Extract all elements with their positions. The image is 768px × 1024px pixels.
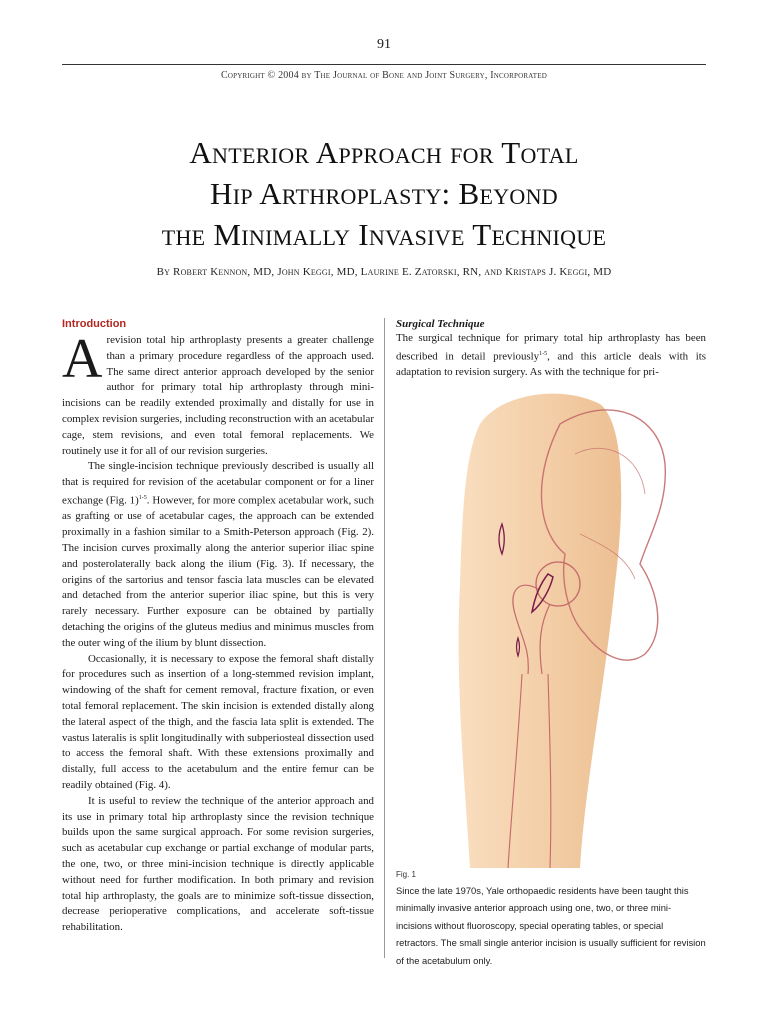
drop-cap: A [62, 328, 103, 390]
figure-label: Fig. 1 [396, 870, 417, 879]
right-column [396, 318, 706, 381]
figure-1-illustration [410, 384, 706, 868]
intro-paragraph-1-text: revision total hip arthroplasty presents a greater challenge than a primary procedure regardless of the approach used. The same direct anterior approach developed by the senior author for primary total hip arthroplasty through mini-incisions can be readily extended proximally and distally for use in complex revision surgeries, including reconstruction with an acetabular cage, stem revisions, and even total femoral replacements. We routinely use it for all of our revision surgeries. [62, 334, 374, 457]
title-line-1: Anterior Approach for Total [189, 135, 579, 170]
surgical-paragraph-1-text-a: The surgical technique for primary total hip arthroplasty has been described in detail previously [396, 332, 706, 363]
intro-paragraph-2-text-a: The single-incision technique previously described is usually all that is required for revision of the acetabular component or for a liner exchange (Fig. 1) [62, 460, 374, 507]
figure-caption: Since the late 1970s, Yale orthopaedic residents have been taught this minimally invasive anterior approach using one, two, or three mini-incisions without fluoroscopy, special operating tables, or special retractors. The small single anterior incision is usually sufficient for revision of the acetabulum only. [396, 885, 706, 966]
reference-superscript: 1-5 [138, 494, 147, 501]
surgical-paragraph-1 [396, 331, 706, 381]
intro-paragraph-2 [62, 459, 374, 651]
intro-paragraph-3: Occasionally, it is necessary to expose the femoral shaft distally for procedures such as insertion of a long-stemmed revision implant, windowing of the shaft for cement removal, fracture fixation, or even total femoral replacement. The skin incision is extended distally along the lateral aspect of the thigh, and the fascia lata split is extended. The vastus lateralis is split longitudinally with subperiosteal dissection used to access the femoral shaft. With these extensions proximally and distally, full access to the acetabulum and the entire femur can be readily obtained (Fig. 4). [62, 652, 374, 791]
section-heading-introduction: Introduction [62, 318, 127, 330]
hip-anatomy-drawing [410, 384, 706, 868]
section-heading-surgical-technique: Surgical Technique [396, 318, 485, 330]
title-line-2: Hip Arthroplasty: Beyond [210, 176, 558, 211]
page-number: 91 [377, 37, 391, 52]
copyright-line: Copyright © 2004 by The Journal of Bone and Joint Surgery, Incorporated [221, 70, 547, 81]
column-divider [384, 318, 385, 958]
surgical-paragraph-1-text-b: , and this article deals with its adaptation to revision surgery. As with the technique for pri- [396, 350, 706, 379]
thigh-silhouette [459, 394, 622, 868]
title-line-3: the Minimally Invasive Technique [161, 217, 607, 252]
header-rule [62, 64, 706, 65]
left-column [62, 318, 374, 936]
author-byline: By Robert Kennon, MD, John Keggi, MD, Laurine E. Zatorski, RN, and Kristaps J. Keggi, MD [156, 266, 612, 278]
article-title [0, 132, 768, 255]
intro-paragraph-1 [62, 328, 374, 459]
intro-paragraph-4: It is useful to review the technique of the anterior approach and its use in primary total hip arthroplasty since the revision technique builds upon the same surgical approach. For some revision surgeries, such as acetabular cup exchange or partial exchange of modular parts, the one, two, or three mini-incision technique is directly applicable without need for further modification. In both primary and revision total hip arthroplasty, the goals are to minimize soft-tissue dissection, decrease perioperative complications, and accelerate soft-tissue rehabilitation. [62, 794, 374, 934]
reference-superscript: 1-5 [539, 350, 548, 357]
intro-paragraph-2-text-b: . However, for more complex acetabular work, such as grafting or use of acetabular cages, the approach can be extended proximally in a fashion similar to a Smith-Peterson approach (Fig. 2). The incision curves proximally along the anterior superior iliac spine and posterolaterally back along the ilium (Fig. 3). If necessary, the origins of the sartorius and tensor fascia lata muscles can be elevated and detached from the anterior superior iliac spine, but this is very rarely necessary. Further exposure can be obtained by partially detaching the origins of the gluteus medius and minimus muscles from the outer wing of the ilium by blunt dissection. [62, 494, 374, 649]
